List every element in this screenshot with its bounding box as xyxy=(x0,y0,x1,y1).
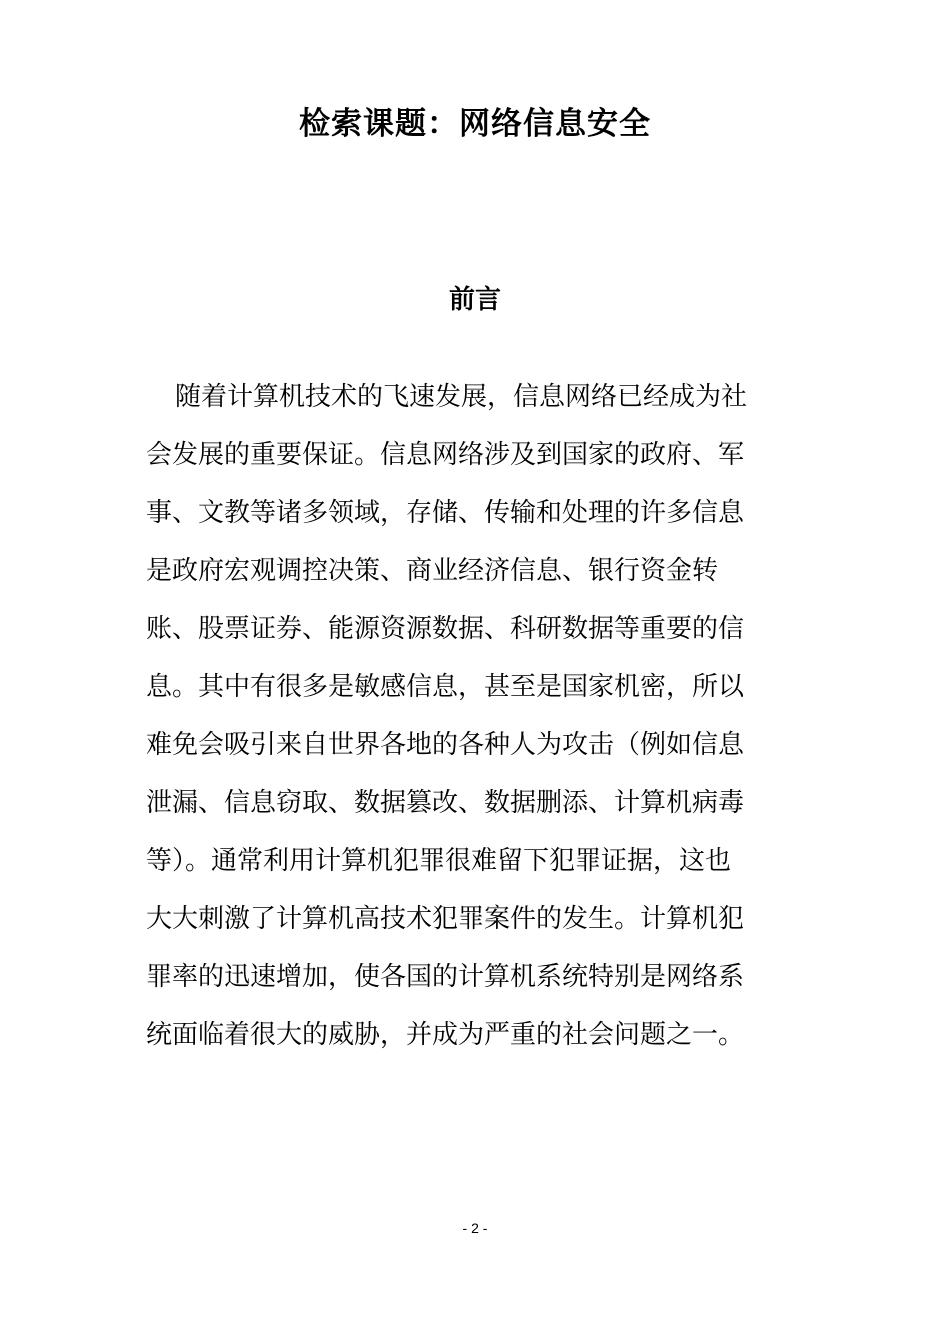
body-paragraph xyxy=(146,368,812,1064)
paragraph-line: 息。其中有很多是敏感信息，甚至是国家机密，所以 xyxy=(146,672,745,702)
paragraph-line: 等）。通常利用计算机犯罪很难留下犯罪证据，这也 xyxy=(146,846,732,876)
page-title: 检索课题：网络信息安全 xyxy=(299,106,651,142)
paragraph-line: 是政府宏观调控决策、商业经济信息、银行资金转 xyxy=(146,556,719,586)
section-heading: 前言 xyxy=(448,285,501,315)
page-number: - 2 - xyxy=(462,1220,488,1236)
paragraph-line: 罪率的迅速增加，使各国的计算机系统特别是网络系 xyxy=(146,962,745,992)
paragraph-line: 统面临着很大的威胁，并成为严重的社会问题之一。 xyxy=(146,1020,745,1050)
paragraph-line: 大大刺激了计算机高技术犯罪案件的发生。计算机犯 xyxy=(146,904,745,934)
paragraph-line: 账、股票证券、能源资源数据、科研数据等重要的信 xyxy=(146,614,745,644)
paragraph-line: 随着计算机技术的飞速发展，信息网络已经成为社 xyxy=(175,382,748,412)
paragraph-line: 会发展的重要保证。信息网络涉及到国家的政府、军 xyxy=(146,440,745,470)
paragraph-line: 泄漏、信息窃取、数据篡改、数据删添、计算机病毒 xyxy=(146,788,745,818)
paragraph-line: 事、文教等诸多领域，存储、传输和处理的许多信息 xyxy=(146,498,745,528)
paragraph-line: 难免会吸引来自世界各地的各种人为攻击（例如信息 xyxy=(146,730,745,760)
